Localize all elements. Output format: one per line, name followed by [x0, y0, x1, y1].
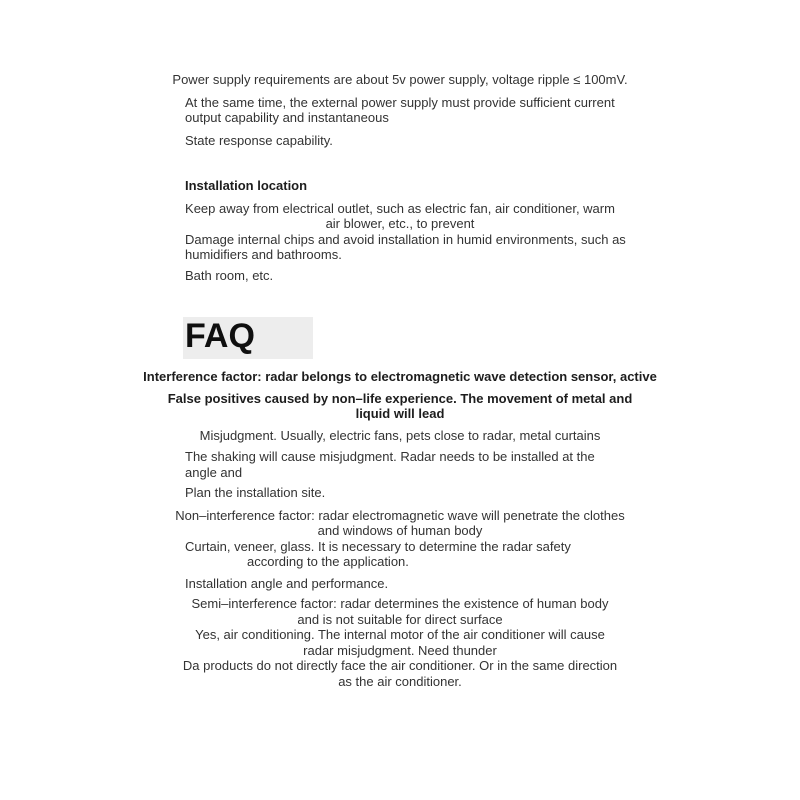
- radar-products-placement: [0, 658, 800, 689]
- text-line: Installation angle and performance.: [185, 575, 389, 591]
- text-line: Bath room, etc.: [185, 267, 274, 283]
- misjudgment-causes: [0, 428, 800, 444]
- text-line: Damage internal chips and avoid installation in humid environments, such as: [185, 231, 626, 247]
- text-line: Keep away from electrical outlet, such as electric fan, air conditioner, warm: [185, 200, 615, 216]
- plan-installation-site: [0, 485, 800, 501]
- bathroom-note: [0, 268, 800, 284]
- damage-internal-chips: [0, 232, 800, 263]
- interference-factor: [0, 369, 800, 385]
- faq-heading-text: FAQ: [183, 317, 313, 359]
- installation-angle-performance: [0, 576, 800, 592]
- curtain-veneer-glass: [0, 539, 800, 570]
- text-line: Misjudgment. Usually, electric fans, pets close to radar, metal curtains: [199, 427, 601, 443]
- text-line: as the air conditioner.: [338, 673, 462, 689]
- text-line: angle and: [185, 464, 243, 480]
- semi-interference-factor: [0, 596, 800, 627]
- text-line: Power supply requirements are about 5v power supply, voltage ripple ≤ 100mV.: [172, 72, 628, 87]
- text-line: At the same time, the external power supply must provide sufficient current: [185, 94, 615, 110]
- shaking-misjudgment: [0, 449, 800, 480]
- text-line: air blower, etc., to prevent: [325, 216, 475, 231]
- non-interference-factor: [0, 508, 800, 539]
- faq-heading: [183, 317, 800, 359]
- text-line: output capability and instantaneous: [185, 110, 389, 125]
- state-response: [0, 133, 800, 149]
- text-line: liquid will lead: [355, 406, 445, 421]
- text-line: and windows of human body: [317, 523, 483, 538]
- keep-away-warning: [0, 201, 800, 232]
- external-power-supply: [0, 95, 800, 126]
- text-line: Interference factor: radar belongs to electromagnetic wave detection sensor, active: [143, 369, 657, 384]
- text-line: Da products do not directly face the air conditioner. Or in the same direction: [182, 658, 618, 673]
- text-line: according to the application.: [247, 554, 409, 569]
- installation-location-heading: Installation location: [185, 178, 308, 193]
- power-supply-requirements: [0, 72, 800, 88]
- false-positives: [0, 391, 800, 422]
- text-line: The shaking will cause misjudgment. Radar needs to be installed at the: [185, 449, 595, 464]
- text-line: State response capability.: [185, 132, 333, 148]
- text-line: Plan the installation site.: [185, 485, 326, 500]
- text-line: Non–interference factor: radar electromagnetic wave will penetrate the clothes: [175, 507, 625, 523]
- text-line: Semi–interference factor: radar determines the existence of human body: [191, 596, 609, 611]
- air-conditioning-misjudgment: [0, 627, 800, 658]
- text-line: humidifiers and bathrooms.: [185, 247, 342, 262]
- text-line: radar misjudgment. Need thunder: [303, 642, 497, 658]
- text-line: and is not suitable for direct surface: [297, 611, 503, 627]
- text-line: Yes, air conditioning. The internal motor of the air conditioner will cause: [195, 627, 605, 642]
- text-line: Curtain, veneer, glass. It is necessary to determine the radar safety: [185, 538, 571, 554]
- text-line: False positives caused by non–life experience. The movement of metal and: [167, 390, 633, 406]
